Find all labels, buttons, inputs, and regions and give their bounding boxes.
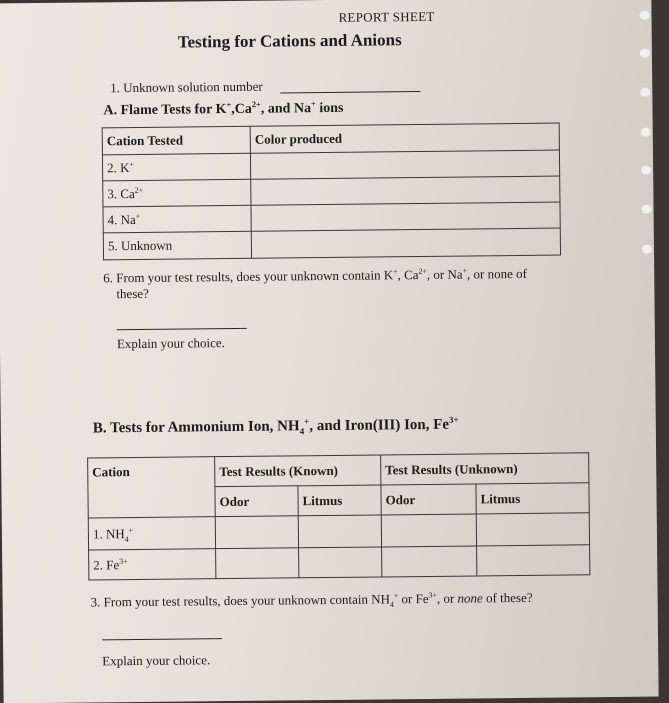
section-b-title: B. Tests for Ammonium Ion, $NH_4^+$, and Iron(III) Ion, $Fe^{3+}$ bbox=[92, 414, 459, 437]
question-6-answer-blank[interactable] bbox=[117, 328, 247, 330]
unknown-number-blank[interactable] bbox=[280, 91, 420, 93]
header-known: Test Results (Known) bbox=[215, 455, 381, 487]
color-cell-unknown[interactable] bbox=[251, 228, 560, 258]
header-unknown-odor: Odor bbox=[381, 484, 476, 515]
report-sheet-label: REPORT SHEET bbox=[338, 8, 435, 25]
question-3-explain: Explain your choice. bbox=[102, 652, 211, 669]
row-label-nh4: 1. $NH_4^+$ bbox=[88, 517, 215, 550]
fe-unknown-litmus-cell[interactable] bbox=[477, 545, 590, 576]
table-row bbox=[103, 228, 560, 260]
table-row bbox=[88, 513, 589, 550]
header-unknown-litmus: Litmus bbox=[476, 483, 589, 514]
color-cell-ca[interactable] bbox=[251, 176, 560, 205]
color-cell-k[interactable] bbox=[250, 150, 559, 179]
unknown-number-label: 1. Unknown solution number bbox=[110, 78, 263, 96]
section-a-title: A. Flame Tests for $K^+,Ca^{2+}$, and Na+ ions bbox=[103, 99, 344, 119]
nh4-unknown-odor-cell[interactable] bbox=[381, 514, 476, 547]
header-cation-tested: Cation Tested bbox=[102, 126, 250, 155]
fe-known-odor-cell[interactable] bbox=[216, 548, 299, 579]
fe-unknown-odor-cell[interactable] bbox=[382, 546, 477, 577]
header-unknown: Test Results (Unknown) bbox=[381, 453, 589, 485]
color-cell-na[interactable] bbox=[251, 202, 560, 231]
header-known-odor: Odor bbox=[215, 486, 298, 517]
row-label-fe: 2. $Fe^{3+}$ bbox=[89, 549, 216, 580]
nh4-unknown-litmus-cell[interactable] bbox=[476, 513, 589, 546]
nh4-known-litmus-cell[interactable] bbox=[298, 515, 381, 548]
page-title: Testing for Cations and Anions bbox=[177, 30, 402, 52]
row-label-na: 4. Na+ bbox=[103, 205, 251, 233]
ammonium-iron-table bbox=[87, 452, 590, 580]
fe-known-litmus-cell[interactable] bbox=[299, 547, 382, 578]
question-6: 6. From your test results, does your unknown contain K+, $Ca^{2+}$, or Na+, or none of bbox=[103, 265, 527, 286]
question-3: 3. From your test results, does your unknown contain $NH_4^+$ or $Fe^{3+}$, or none of these? bbox=[90, 589, 533, 610]
question-3-answer-blank[interactable] bbox=[102, 638, 222, 640]
table-row bbox=[89, 545, 590, 580]
header-known-litmus: Litmus bbox=[298, 485, 381, 516]
row-label-ca: 3. $Ca^{2+}$ bbox=[103, 179, 251, 207]
question-6-explain: Explain your choice. bbox=[116, 335, 225, 352]
header-cation: Cation bbox=[88, 457, 216, 518]
row-label-unknown: 5. Unknown bbox=[103, 231, 251, 260]
binder-edge bbox=[637, 0, 658, 697]
row-label-k: 2. K+ bbox=[102, 153, 250, 181]
question-6-line2: these? bbox=[116, 285, 149, 302]
flame-test-table bbox=[102, 123, 561, 261]
nh4-known-odor-cell[interactable] bbox=[215, 516, 298, 549]
header-color-produced: Color produced bbox=[250, 123, 559, 153]
